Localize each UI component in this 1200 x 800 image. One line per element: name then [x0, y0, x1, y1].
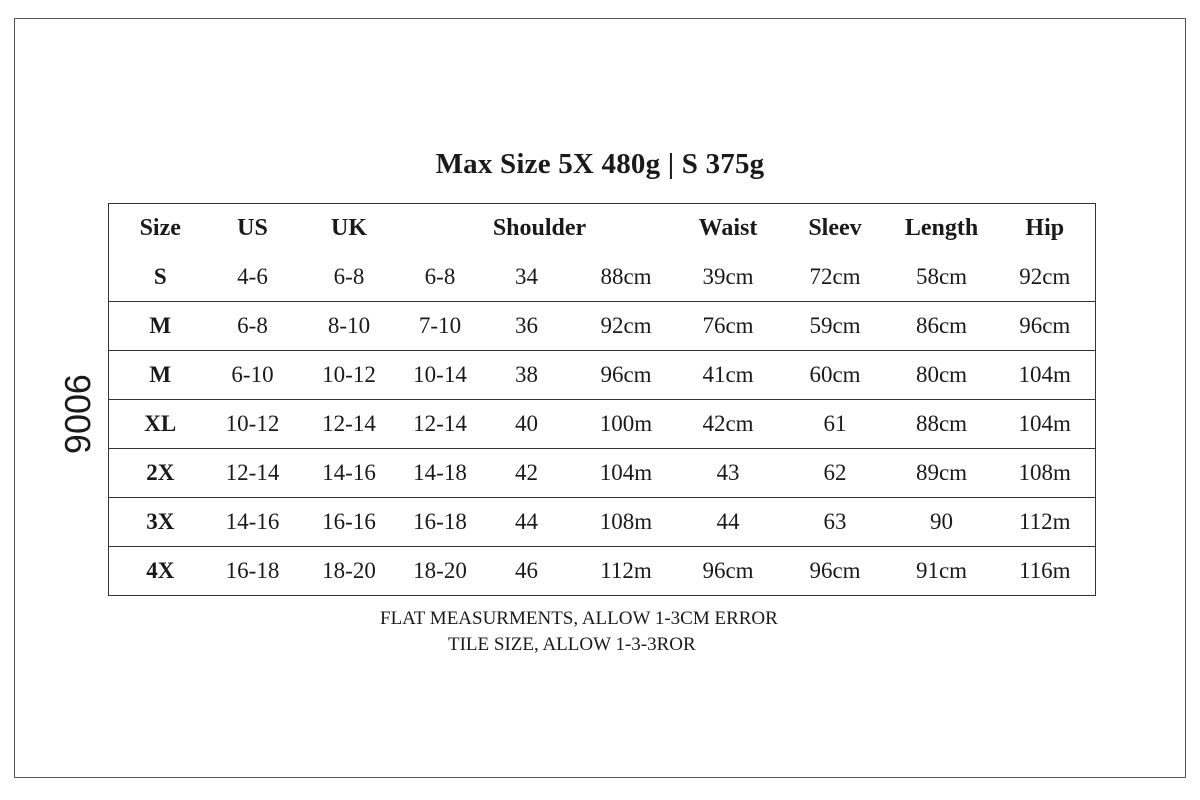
table-cell: 16-18 — [212, 547, 294, 596]
table-cell: 90 — [889, 498, 995, 547]
table-cell: 92cm — [1019, 263, 1071, 289]
table-cell: 10-12 — [212, 400, 294, 449]
table-cell: 18-20 — [294, 547, 405, 596]
table-body — [109, 253, 1096, 596]
table-cell: 14-18 — [405, 449, 476, 498]
table-header-row — [109, 204, 1096, 253]
table-cell: 10-14 — [405, 351, 476, 400]
table-cell: 6-8 — [212, 302, 294, 351]
table-row — [109, 400, 1096, 449]
table-cell: 4-6 — [237, 263, 268, 289]
product-code-label — [50, 368, 104, 460]
table-cell: 8-10 — [294, 302, 405, 351]
table-cell: 62 — [782, 449, 889, 498]
header-waist: Waist — [698, 214, 758, 241]
table-cell: 44 — [476, 498, 578, 547]
table-cell: 42cm — [675, 400, 782, 449]
table-cell: 44 — [675, 498, 782, 547]
table-row — [109, 351, 1096, 400]
table-cell: 16-16 — [294, 498, 405, 547]
table-cell: 6-8 — [424, 263, 456, 289]
table-cell: 46 — [476, 547, 578, 596]
table-cell: 88cm — [600, 263, 652, 289]
table-cell: 6-10 — [212, 351, 294, 400]
table-cell: 72cm — [809, 263, 861, 289]
table-cell: 39cm — [702, 263, 754, 289]
table-cell: 112m — [578, 547, 675, 596]
table-cell: 88cm — [889, 400, 995, 449]
table-cell: 14-16 — [294, 449, 405, 498]
table-cell: 96cm — [995, 302, 1096, 351]
table-row — [109, 302, 1096, 351]
size-cell: 4X — [109, 547, 212, 596]
table-cell: 59cm — [782, 302, 889, 351]
note-line-1: FLAT MEASURMENTS, ALLOW 1-3CM ERROR — [380, 608, 778, 629]
table-cell: 40 — [476, 400, 578, 449]
table-row — [109, 498, 1096, 547]
table-cell: 96cm — [578, 351, 675, 400]
header-sleeve: Sleev — [808, 214, 862, 241]
header-length: Length — [904, 214, 979, 241]
table-cell: 104m — [995, 351, 1096, 400]
product-code-text: 9006 — [57, 373, 98, 455]
size-cell: XL — [109, 400, 212, 449]
table-cell: 38 — [476, 351, 578, 400]
table-cell: 100m — [578, 400, 675, 449]
table-cell: 36 — [476, 302, 578, 351]
table-row — [109, 253, 1096, 302]
header-us: US — [237, 214, 268, 241]
table-cell: 76cm — [675, 302, 782, 351]
table-cell: 16-18 — [405, 498, 476, 547]
table-cell: 58cm — [915, 263, 968, 289]
note-line-2: TILE SIZE, ALLOW 1-3-3ROR — [448, 634, 696, 655]
table-cell: 12-14 — [405, 400, 476, 449]
table-cell: 89cm — [889, 449, 995, 498]
table-cell: 12-14 — [212, 449, 294, 498]
table-cell: 116m — [995, 547, 1096, 596]
table-cell: 92cm — [578, 302, 675, 351]
table-cell: 14-16 — [212, 498, 294, 547]
table-cell: 86cm — [889, 302, 995, 351]
table-cell: 60cm — [782, 351, 889, 400]
table-cell: 43 — [675, 449, 782, 498]
table-cell: 80cm — [889, 351, 995, 400]
chart-title: Max Size 5X 480g | S 375g — [435, 148, 765, 180]
table-cell: 104m — [578, 449, 675, 498]
table-cell: 10-12 — [294, 351, 405, 400]
table-cell: 12-14 — [294, 400, 405, 449]
table-cell: 108m — [578, 498, 675, 547]
header-shoulder: Shoulder — [492, 214, 587, 241]
table-cell: 18-20 — [405, 547, 476, 596]
table-cell: 96cm — [782, 547, 889, 596]
size-cell: M — [109, 302, 212, 351]
header-uk: UK — [331, 214, 367, 241]
table-cell: 104m — [995, 400, 1096, 449]
size-cell: 2X — [109, 449, 212, 498]
table-cell: 42 — [476, 449, 578, 498]
table-cell: 34 — [515, 263, 538, 289]
size-cell: M — [109, 351, 212, 400]
header-size: Size — [139, 214, 181, 241]
table-cell: 91cm — [889, 547, 995, 596]
table-cell: 96cm — [675, 547, 782, 596]
header-hip: Hip — [1025, 214, 1065, 241]
size-cell: S — [153, 263, 167, 289]
table-cell: 112m — [995, 498, 1096, 547]
size-table — [108, 203, 1096, 596]
size-cell: 3X — [109, 498, 212, 547]
table-cell: 108m — [995, 449, 1096, 498]
table-cell: 41cm — [675, 351, 782, 400]
table-cell: 63 — [782, 498, 889, 547]
table-cell: 6-8 — [333, 263, 365, 289]
table-row — [109, 449, 1096, 498]
table-cell: 7-10 — [405, 302, 476, 351]
table-cell: 61 — [782, 400, 889, 449]
table-row — [109, 547, 1096, 596]
